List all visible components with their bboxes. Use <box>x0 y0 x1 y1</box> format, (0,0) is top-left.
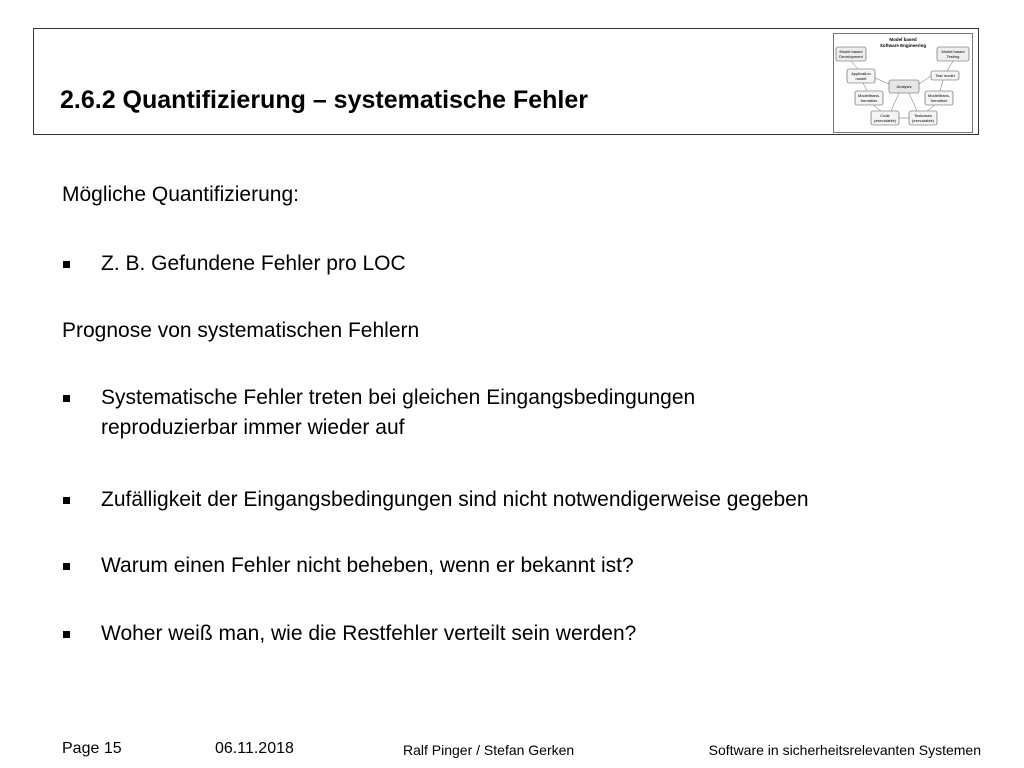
node-test-l1: Model based <box>941 49 965 54</box>
bullet-text-5: Woher weiß man, wie die Restfehler verteilt sein werden? <box>101 622 637 645</box>
bullet-square-icon <box>63 395 70 402</box>
diagram-title-line2: Software Engineering <box>879 43 927 48</box>
slide-title: 2.6.2 Quantifizierung – systematische Fehler <box>60 86 588 114</box>
bullet-square-icon <box>63 631 70 638</box>
node-app-l2: model <box>855 76 867 81</box>
node-test-l2: Testing <box>946 54 960 59</box>
bullet-item-3 <box>62 485 809 515</box>
bullet-square-icon <box>63 497 70 504</box>
heading-quantifizierung: Mögliche Quantifizierung: <box>62 183 299 206</box>
bullet-item-2 <box>62 383 695 443</box>
bullet-square-icon <box>63 261 70 268</box>
bullet-square-icon <box>63 563 70 570</box>
bullet-text-1: Z. B. Gefundene Fehler pro LOC <box>101 252 406 275</box>
bullet-text-3: Zufälligkeit der Eingangsbedingungen sind nicht notwendigerweise gegeben <box>101 488 809 511</box>
node-code-l1: Code <box>880 113 890 118</box>
node-dev-l1: Model based <box>839 49 863 54</box>
node-app-l1: Application <box>851 71 871 76</box>
diagram-title-line1: Model based <box>889 37 917 42</box>
bullet-item-1 <box>62 249 406 279</box>
node-dev-l2: Development <box>839 54 863 59</box>
bullet-text-2-line2: reproduzierbar immer wieder auf <box>101 416 405 439</box>
node-testcases-l1: Testcases <box>914 113 932 118</box>
node-testmodel-label: Test model <box>935 73 955 78</box>
node-mtr-l1: Modelltrans- <box>927 93 951 98</box>
page-number: Page 15 <box>62 740 122 757</box>
node-mtl-l1: Modelltrans- <box>857 93 881 98</box>
heading-prognose: Prognose von systematischen Fehlern <box>62 319 420 342</box>
footer-date: 06.11.2018 <box>215 740 294 757</box>
bullet-text-4: Warum einen Fehler nicht beheben, wenn er bekannt ist? <box>101 554 634 577</box>
bullet-text-2-line1: Systematische Fehler treten bei gleichen Eingangsbedingungen <box>101 386 696 409</box>
bullet-item-5 <box>62 619 636 649</box>
bullet-item-4 <box>62 551 634 581</box>
node-mtl-l2: formation <box>860 98 878 103</box>
footer-authors: Ralf Pinger / Stefan Gerken <box>403 742 575 758</box>
mbse-diagram <box>833 33 973 133</box>
node-mtr-l2: formation <box>930 98 948 103</box>
node-testcases-l2: (executable) <box>911 118 935 123</box>
footer-course: Software in sicherheitsrelevanten Systemen <box>708 742 981 758</box>
node-analysis-label: Analysis <box>896 84 912 89</box>
node-code-l2: (executable) <box>873 118 897 123</box>
